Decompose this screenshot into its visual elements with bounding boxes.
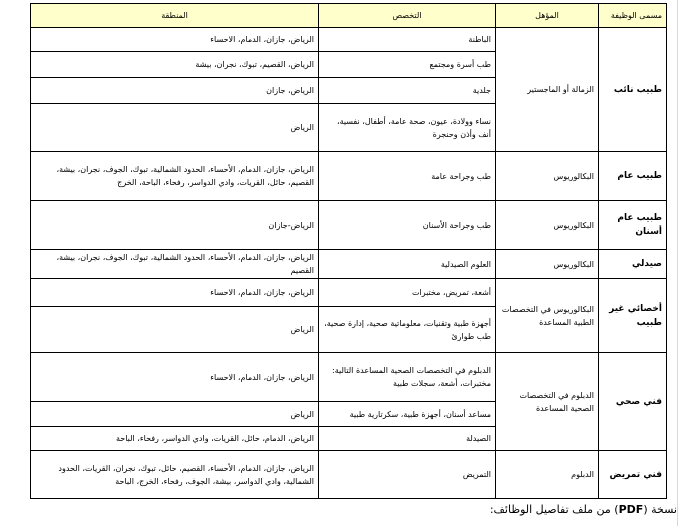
specialty-cell: الدبلوم في التخصصات الصحية المساعدة التالية: مختبرات، أشعة، سجلات طبية [319,353,496,402]
job-title-cell: فني صحي [599,353,667,451]
region-cell: الرياض [31,402,319,427]
job-title-cell: فني تمريض [599,451,667,499]
region-cell: الرياض، جازان، الدمام، الاحساء [31,28,319,52]
table-row [31,250,667,279]
header-specialty: التخصص [319,4,496,28]
specialty-cell: التمريض [319,451,496,499]
pdf-format-label: PDF [618,503,644,516]
region-cell: الرياض، جازان، الدمام، الأحساء، الحدود الشمالية، تبوك، الجوف، نجران، بيشة، القصيم، حائل، القريات، وادي الدواسر، رفحاء، الباحة، الخرج [31,152,319,201]
specialty-cell: جلدية [319,78,496,104]
header-qualification: المؤهل [496,4,599,28]
region-cell: الرياض، القصيم، تبوك، نجران، بيشة [31,52,319,78]
specialty-cell: مساعد أسنان، أجهزة طبية، سكرتارية طبية [319,402,496,427]
table-row [31,279,667,307]
specialty-cell: طب وجراحة عامة [319,152,496,201]
pdf-download-note [490,503,677,516]
table-row [31,201,667,250]
table-row [31,353,667,402]
specialty-cell: أجهزة طبية وتقنيات، معلوماتية صحية، إدارة صحية، طب طوارئ [319,307,496,353]
region-cell: الرياض-جازان [31,201,319,250]
qualification-cell: البكالوريوس [496,152,599,201]
region-cell: الرياض، جازان، الدمام، الاحساء [31,279,319,307]
region-cell: الرياض، جازان، الدمام، الأحساء، الحدود الشمالية، تبوك، الجوف، نجران، بيشة، القصيم [31,250,319,279]
table-row [31,451,667,499]
header-region: المنطقة [31,4,319,28]
region-cell: الرياض، الدمام، حائل، القريات، وادي الدواسر، رفحاء، الباحة [31,427,319,451]
specialty-cell: أشعة، تمريض، مختبرات [319,279,496,307]
table-header-row [31,4,667,28]
table-row [31,152,667,201]
region-cell: الرياض، جازان، الدمام، الأحساء، القصيم، حائل، تبوك، نجران، القريات، الحدود الشمالية، وادي الدواسر، بيشة، الجوف، رفحاء، الخرج، الباحة [31,451,319,499]
footnote-suffix: ) من ملف تفاصيل الوظائف: [489,503,619,516]
specialty-cell: طب وجراحة الأسنان [319,201,496,250]
qualification-cell: الزمالة أو الماجستير [496,28,599,152]
header-job-title: مسمى الوظيفة [599,4,667,28]
specialty-cell: الباطنة [319,28,496,52]
specialty-cell: نساء وولادة، عيون، صحة عامة، أطفال، نفسية، أنف وأذن وحنجرة [319,104,496,152]
job-title-cell: طبيب عام أسنان [599,201,667,250]
qualification-cell: الدبلوم [496,451,599,499]
specialty-cell: طب أسرة ومجتمع [319,52,496,78]
qualification-cell: الدبلوم في التخصصات الصحية المساعدة [496,353,599,451]
job-title-cell: أخصائي غير طبيب [599,279,667,353]
specialty-cell: العلوم الصيدلية [319,250,496,279]
qualification-cell: البكالوريوس [496,250,599,279]
specialty-cell: الصيدلة [319,427,496,451]
job-title-cell: صيدلي [599,250,667,279]
table-row [31,28,667,52]
qualification-cell: البكالوريوس [496,201,599,250]
region-cell: الرياض [31,104,319,152]
qualification-cell: البكالوريوس في التخصصات الطبية المساعدة [496,279,599,353]
region-cell: الرياض، جازان [31,78,319,104]
region-cell: الرياض، جازان، الدمام، الاحساء [31,353,319,402]
region-cell: الرياض [31,307,319,353]
job-title-cell: طبيب عام [599,152,667,201]
footnote-prefix: نسخة ( [643,503,677,516]
jobs-table [30,3,667,499]
job-title-cell: طبيب نائب [599,28,667,152]
